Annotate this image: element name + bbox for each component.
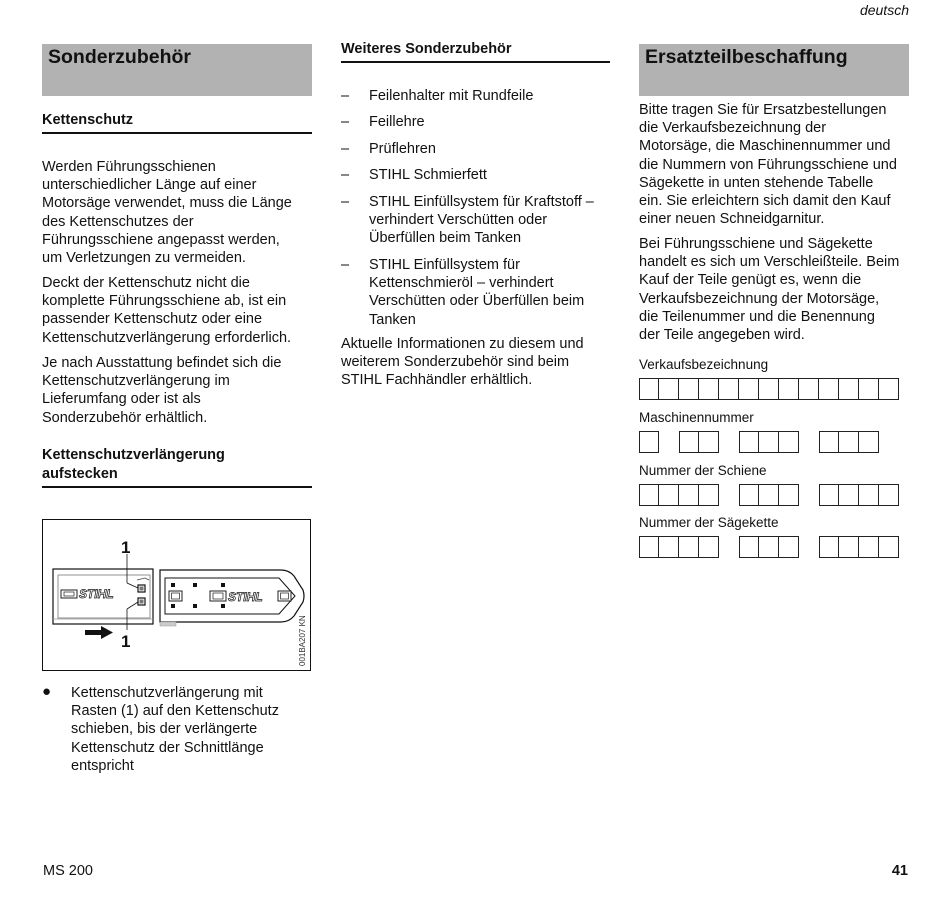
dash-marker: –	[341, 88, 350, 104]
accessory-text	[369, 87, 614, 105]
field-input-row	[639, 431, 909, 453]
figure-chain-guard-extension	[42, 519, 311, 671]
character-box[interactable]	[739, 431, 759, 453]
section-header-sonderzubehoer	[42, 44, 312, 96]
text-line: Werden Führungsschienen	[42, 159, 216, 175]
chain-guard-illustration	[43, 520, 309, 669]
character-box[interactable]	[739, 378, 759, 400]
text-line: weiterem Sonderzubehör sind beim	[341, 354, 570, 371]
character-box[interactable]	[839, 431, 859, 453]
field-label: Nummer der Schiene	[639, 463, 767, 478]
text-line: der Teile angegeben wird.	[639, 327, 805, 344]
text-line: verhindert Verschütten oder	[369, 212, 548, 229]
text-line: Rasten (1) auf den Kettenschutz	[71, 703, 279, 720]
stihl-logo-right: STIHL	[228, 590, 263, 604]
text-line: Verkaufsbezeichnung der Motorsäge,	[639, 290, 880, 307]
section-header-ersatzteil	[639, 44, 909, 96]
section-title: Ersatzteilbeschaffung	[645, 46, 848, 68]
dash-marker: –	[341, 114, 350, 130]
paragraph-length-adjust	[42, 158, 317, 267]
text-line: die Nummern von Führungsschiene und	[639, 156, 897, 173]
accessory-text	[369, 193, 614, 248]
text-line: STIHL Schmierfett	[369, 167, 487, 183]
section-title: Sonderzubehör	[48, 46, 192, 68]
character-box[interactable]	[799, 378, 819, 400]
text-line: STIHL Einfüllsystem für	[369, 257, 520, 273]
accessory-text	[369, 140, 614, 158]
character-box[interactable]	[759, 484, 779, 506]
character-box[interactable]	[779, 484, 799, 506]
character-box[interactable]	[839, 378, 859, 400]
character-box[interactable]	[659, 378, 679, 400]
character-box[interactable]	[859, 378, 879, 400]
text-line: Sonderzubehör erhältlich.	[42, 409, 208, 426]
text-line: schieben, bis der verlängerte	[71, 721, 258, 738]
character-box[interactable]	[779, 536, 799, 558]
character-box[interactable]	[859, 536, 879, 558]
character-box[interactable]	[739, 484, 759, 506]
text-line: ein. Sie erleichtern sich damit den Kauf	[639, 193, 891, 210]
text-line: passender Kettenschutz oder eine	[42, 311, 263, 328]
text-line: handelt es sich um Verschleißteile. Beim	[639, 254, 900, 271]
text-line: einer neuen Schneidgarnitur.	[639, 211, 825, 228]
text-line: Deckt der Kettenschutz nicht die	[42, 275, 250, 291]
dash-marker: –	[341, 141, 350, 157]
accessory-text	[369, 113, 614, 131]
paragraph-cover-requirement	[42, 274, 317, 347]
accessory-text	[369, 166, 614, 184]
text-line: Kettenschutzverlängerung mit	[71, 685, 263, 701]
text-line: Prüflehren	[369, 141, 436, 157]
text-line: Feilenhalter mit Rundfeile	[369, 88, 534, 104]
character-box[interactable]	[879, 378, 899, 400]
callout-1-top: 1	[121, 538, 131, 557]
character-box[interactable]	[639, 484, 659, 506]
text-line: um Verletzungen zu vermeiden.	[42, 250, 246, 267]
text-line: entspricht	[71, 757, 134, 774]
paragraph-dealer-info	[341, 335, 616, 390]
text-line: STIHL Fachhändler erhältlich.	[341, 372, 533, 389]
text-line: die Teilenummer und die Benennung	[639, 308, 875, 325]
guard-extension-drawing	[53, 569, 153, 624]
dash-marker: –	[341, 194, 350, 210]
character-box[interactable]	[819, 484, 839, 506]
subheading-more-accessories: Weiteres Sonderzubehör	[341, 40, 610, 63]
character-box[interactable]	[699, 378, 719, 400]
text-line: aufstecken	[42, 466, 118, 482]
text-line: Tanken	[369, 311, 416, 328]
text-line: Sägekette in unten stehende Tabelle	[639, 174, 874, 191]
footer-model: MS 200	[43, 863, 93, 879]
character-box[interactable]	[659, 484, 679, 506]
character-box[interactable]	[759, 431, 779, 453]
character-box[interactable]	[759, 536, 779, 558]
field-label: Nummer der Sägekette	[639, 515, 779, 530]
character-box[interactable]	[879, 536, 899, 558]
character-box[interactable]	[679, 536, 699, 558]
character-box[interactable]	[699, 484, 719, 506]
character-box[interactable]	[779, 378, 799, 400]
field-label: Maschinennummer	[639, 410, 754, 425]
character-box[interactable]	[739, 536, 759, 558]
text-line: Motorsäge verwendet, muss die Länge	[42, 195, 292, 212]
character-box[interactable]	[859, 484, 879, 506]
text-line: des Kettenschutzes der	[42, 213, 194, 230]
text-line: STIHL Einfüllsystem für Kraftstoff –	[369, 194, 594, 210]
character-box[interactable]	[839, 484, 859, 506]
character-box[interactable]	[819, 431, 839, 453]
text-line: Kettenschutz der Schnittlänge	[71, 739, 264, 756]
character-box[interactable]	[679, 431, 699, 453]
text-line: Kauf der Teile genügt es, wenn die	[639, 272, 862, 289]
text-line: Aktuelle Informationen zu diesem und	[341, 336, 584, 352]
character-box[interactable]	[819, 378, 839, 400]
callout-1-bottom: 1	[121, 632, 131, 651]
character-box[interactable]	[699, 431, 719, 453]
text-line: Bitte tragen Sie für Ersatzbestellungen	[639, 102, 887, 118]
field-input-row	[639, 378, 909, 400]
field-input-row	[639, 536, 909, 558]
instruction-bullet	[42, 684, 317, 776]
text-line: Bei Führungsschiene und Sägekette	[639, 236, 873, 252]
character-box[interactable]	[699, 536, 719, 558]
character-box[interactable]	[639, 536, 659, 558]
field-input-row	[639, 484, 909, 506]
text-line: Kettenschmieröl – verhindert	[369, 275, 554, 292]
chain-guard-drawing	[160, 570, 304, 626]
character-box[interactable]	[639, 431, 659, 453]
page-number: 41	[891, 863, 908, 879]
text-line: Kettenschutzverlängerung	[42, 447, 225, 463]
text-line: Feillehre	[369, 114, 425, 130]
character-box[interactable]	[679, 484, 699, 506]
character-box[interactable]	[819, 536, 839, 558]
text-line: Kettenschutzverlängerung erforderlich.	[42, 329, 292, 346]
character-box[interactable]	[719, 378, 739, 400]
character-box[interactable]	[659, 536, 679, 558]
character-box[interactable]	[879, 484, 899, 506]
figure-code: 001BA207 KN	[298, 615, 307, 666]
accessory-text	[369, 256, 614, 329]
stihl-logo-left: STIHL	[79, 587, 114, 601]
dash-marker: –	[341, 167, 350, 183]
subheading-extension-mount	[42, 446, 312, 488]
paragraph-order-info	[639, 101, 919, 228]
paragraph-equipment	[42, 354, 317, 427]
dash-marker: –	[341, 257, 350, 273]
field-label: Verkaufsbezeichnung	[639, 357, 769, 372]
character-box[interactable]	[779, 431, 799, 453]
text-line: die Verkaufsbezeichnung der	[639, 120, 827, 137]
text-line: Kettenschutzverlängerung im	[42, 373, 230, 390]
text-line: Motorsäge, die Maschinennummer und	[639, 138, 891, 155]
bullet-text	[71, 684, 311, 775]
paragraph-wear-parts	[639, 235, 919, 344]
text-line: Führungsschiene angepasst werden,	[42, 231, 280, 248]
subheading-kettenschutz: Kettenschutz	[42, 111, 312, 134]
bullet-icon: ●	[42, 683, 52, 700]
character-box[interactable]	[639, 378, 659, 400]
language-label: deutsch	[859, 2, 909, 18]
text-line: Verschütten oder Überfüllen beim	[369, 293, 585, 310]
text-line: Lieferumfang oder ist als	[42, 391, 201, 408]
character-box[interactable]	[759, 378, 779, 400]
character-box[interactable]	[679, 378, 699, 400]
text-line: unterschiedlicher Länge auf einer	[42, 177, 257, 194]
text-line: Je nach Ausstattung befindet sich die	[42, 355, 282, 371]
character-box[interactable]	[859, 431, 879, 453]
arrow-right-icon	[85, 626, 113, 639]
text-line: Überfüllen beim Tanken	[369, 230, 522, 247]
text-line: komplette Führungsschiene ab, ist ein	[42, 293, 287, 310]
character-box[interactable]	[839, 536, 859, 558]
